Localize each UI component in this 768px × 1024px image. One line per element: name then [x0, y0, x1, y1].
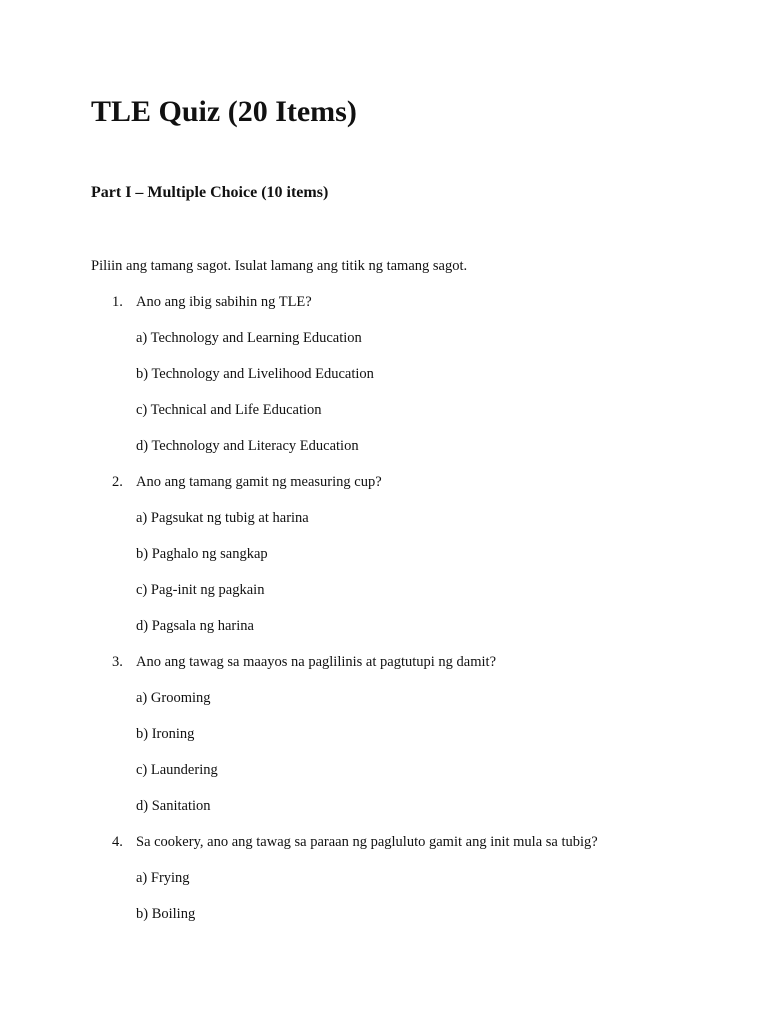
choice-c	[0, 760, 768, 796]
choice-a	[0, 328, 768, 364]
question-4	[0, 832, 768, 940]
choice-a	[0, 508, 768, 544]
question-text: Ano ang ibig sabihin ng TLE?	[136, 294, 312, 310]
choice-list	[0, 868, 768, 940]
question-number: 2.	[112, 474, 123, 490]
choice-text: c) Laundering	[136, 762, 218, 778]
choice-a	[0, 688, 768, 724]
choice-list	[0, 328, 768, 472]
choice-d	[0, 616, 768, 652]
choice-text: d) Technology and Literacy Education	[136, 438, 359, 454]
choice-text: a) Grooming	[136, 690, 211, 706]
choice-b	[0, 904, 768, 940]
choice-b	[0, 724, 768, 760]
instructions-text: Piliin ang tamang sagot. Isulat lamang ang titik ng tamang sagot.	[91, 258, 468, 274]
choice-list	[0, 688, 768, 832]
choice-text: d) Sanitation	[136, 798, 211, 814]
choice-c	[0, 400, 768, 436]
question-line	[0, 832, 768, 868]
choice-b	[0, 364, 768, 400]
choice-a	[0, 868, 768, 904]
choice-c	[0, 580, 768, 616]
question-text: Ano ang tamang gamit ng measuring cup?	[136, 474, 382, 490]
question-number: 1.	[112, 294, 123, 310]
choice-text: b) Boiling	[136, 906, 196, 922]
question-line	[0, 472, 768, 508]
question-1	[0, 292, 768, 472]
choice-d	[0, 796, 768, 832]
question-line	[0, 292, 768, 328]
question-number: 4.	[112, 834, 123, 850]
choice-text: d) Pagsala ng harina	[136, 618, 254, 634]
choice-text: a) Frying	[136, 870, 190, 886]
choice-text: b) Technology and Livelihood Education	[136, 366, 374, 382]
choice-text: c) Technical and Life Education	[136, 402, 322, 418]
question-list	[0, 292, 768, 940]
part-heading: Part I – Multiple Choice (10 items)	[91, 184, 329, 201]
choice-list	[0, 508, 768, 652]
choice-text: c) Pag-init ng pagkain	[136, 582, 265, 598]
question-line	[0, 652, 768, 688]
document-title: TLE Quiz (20 Items)	[91, 95, 357, 128]
choice-text: a) Pagsukat ng tubig at harina	[136, 510, 309, 526]
question-2	[0, 472, 768, 652]
question-number: 3.	[112, 654, 123, 670]
question-3	[0, 652, 768, 832]
choice-b	[0, 544, 768, 580]
question-text: Sa cookery, ano ang tawag sa paraan ng pagluluto gamit ang init mula sa tubig?	[136, 834, 598, 850]
choice-d	[0, 436, 768, 472]
choice-text: a) Technology and Learning Education	[136, 330, 362, 346]
choice-text: b) Paghalo ng sangkap	[136, 546, 268, 562]
choice-text: b) Ironing	[136, 726, 195, 742]
question-text: Ano ang tawag sa maayos na paglilinis at pagtutupi ng damit?	[136, 654, 497, 670]
